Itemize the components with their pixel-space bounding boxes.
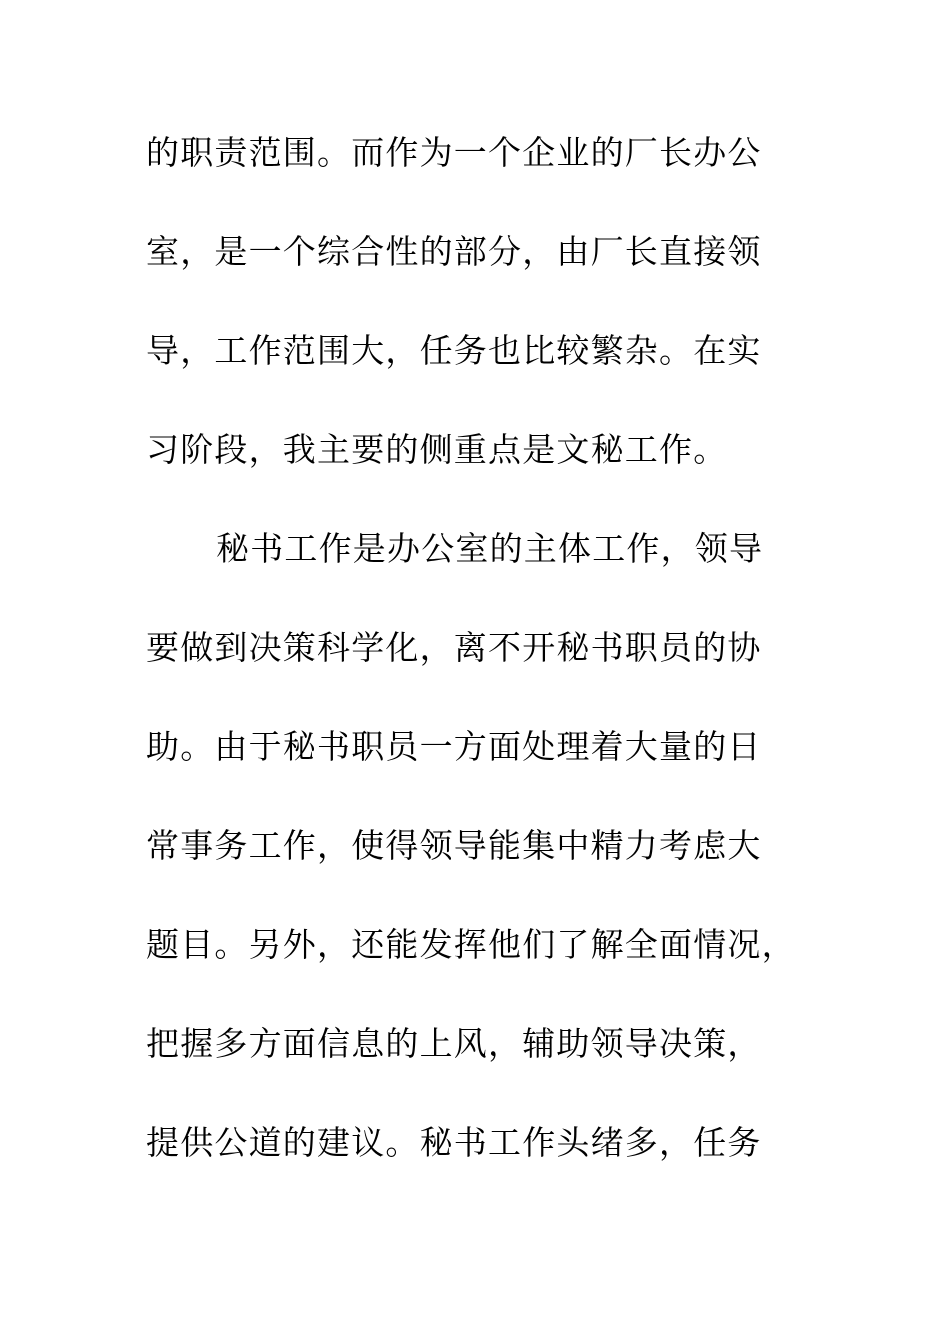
text-line-2: 室，是一个综合性的部分，由厂长直接领 bbox=[146, 232, 762, 271]
text-line-11: 提供公道的建议。秘书工作头绪多，任务 bbox=[146, 1123, 762, 1162]
text-line-10: 把握多方面信息的上风，辅助领导决策， bbox=[146, 1024, 762, 1063]
text-line-1: 的职责范围。而作为一个企业的厂长办公 bbox=[146, 133, 762, 172]
paragraph-start-line: 秘书工作是办公室的主体工作，领导 bbox=[216, 529, 764, 568]
text-line-3: 导，工作范围大，任务也比较繁杂。在实 bbox=[146, 331, 762, 370]
text-line-8: 常事务工作，使得领导能集中精力考虑大 bbox=[146, 826, 762, 865]
text-line-9: 题目。另外，还能发挥他们了解全面情况， bbox=[146, 925, 796, 964]
text-line-7: 助。由于秘书职员一方面处理着大量的日 bbox=[146, 727, 762, 766]
text-line-6: 要做到决策科学化，离不开秘书职员的协 bbox=[146, 628, 762, 667]
text-line-4: 习阶段，我主要的侧重点是文秘工作。 bbox=[146, 430, 728, 469]
